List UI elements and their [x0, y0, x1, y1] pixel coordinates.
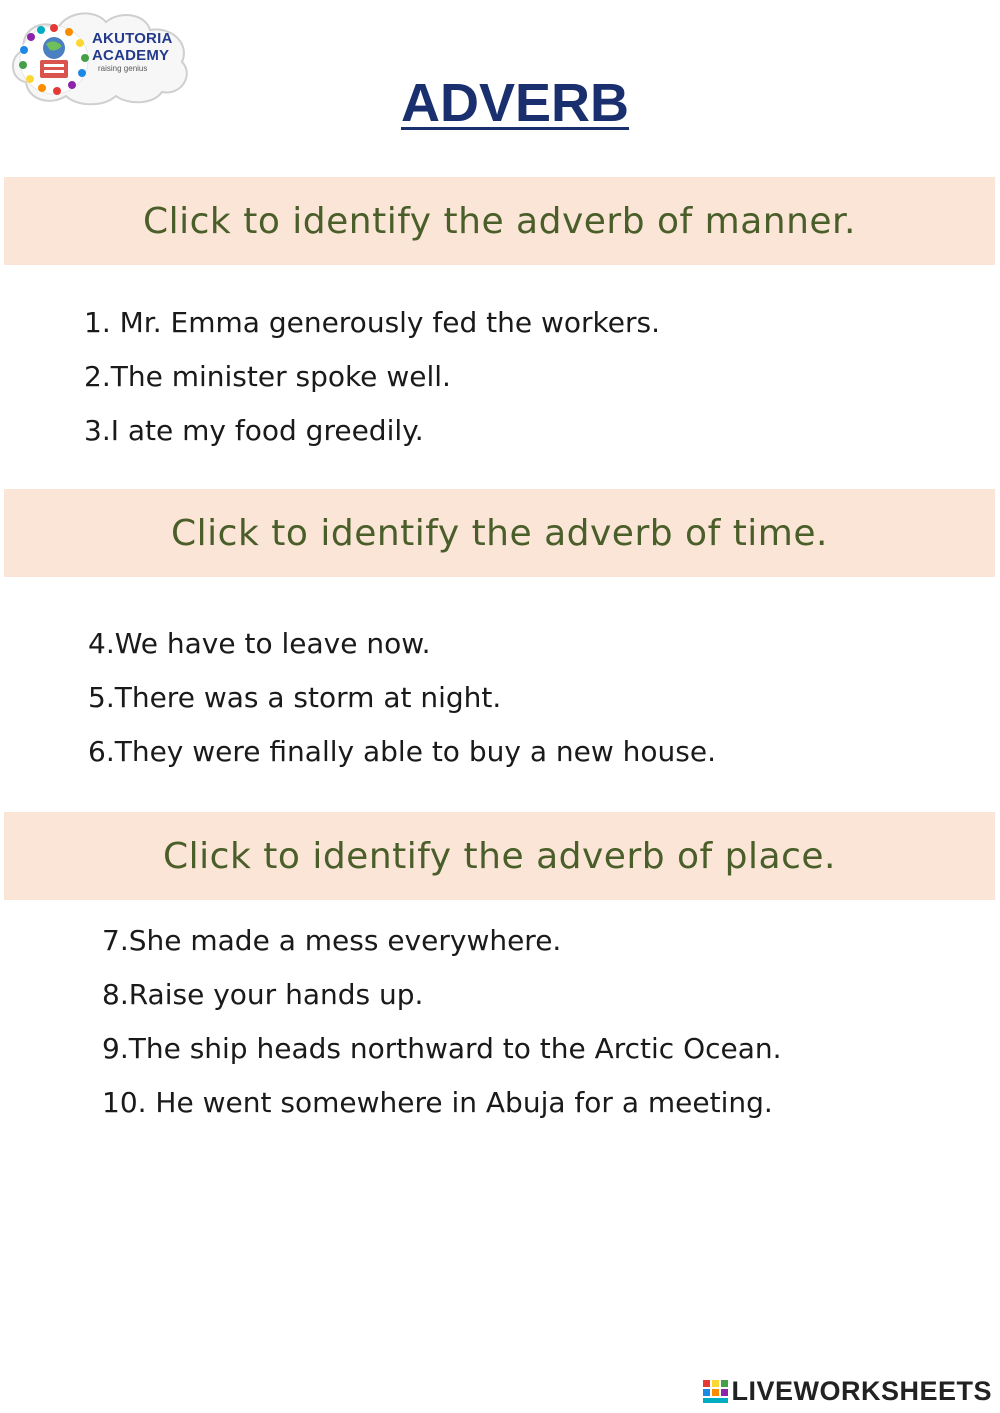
logo-tagline: raising genius: [98, 64, 148, 73]
question-item[interactable]: 4.We have to leave now.: [88, 627, 431, 660]
question-item[interactable]: 2.The minister spoke well.: [84, 360, 451, 393]
section-header-manner: Click to identify the adverb of manner.: [4, 177, 995, 265]
question-item[interactable]: 3.I ate my food greedily.: [84, 414, 424, 447]
page-title: ADVERB: [400, 73, 630, 133]
logo-name: [92, 30, 173, 64]
question-item[interactable]: 1. Mr. Emma generously fed the workers.: [84, 306, 660, 339]
question-list-manner: [84, 296, 660, 458]
brand-text: LIVEWORKSHEETS: [731, 1376, 992, 1406]
section-header-time: Click to identify the adverb of time.: [4, 489, 995, 577]
logo-name-line2: ACADEMY: [92, 47, 170, 64]
section-header-place: Click to identify the adverb of place.: [4, 812, 995, 900]
question-item[interactable]: 6.They were finally able to buy a new house.: [88, 735, 716, 768]
question-item[interactable]: 7.She made a mess everywhere.: [102, 924, 562, 957]
question-item[interactable]: 8.Raise your hands up.: [102, 978, 424, 1011]
question-list-time: [88, 617, 716, 779]
logo-name-line1: AKUTORIA: [92, 30, 173, 47]
liveworksheets-brand: [703, 1376, 992, 1407]
question-item[interactable]: 9.The ship heads northward to the Arctic Ocean.: [102, 1032, 782, 1065]
question-list-place: [102, 914, 782, 1130]
question-item[interactable]: 10. He went somewhere in Abuja for a meeting.: [102, 1086, 773, 1119]
question-item[interactable]: 5.There was a storm at night.: [88, 681, 502, 714]
liveworksheets-logo-icon: [703, 1380, 729, 1404]
